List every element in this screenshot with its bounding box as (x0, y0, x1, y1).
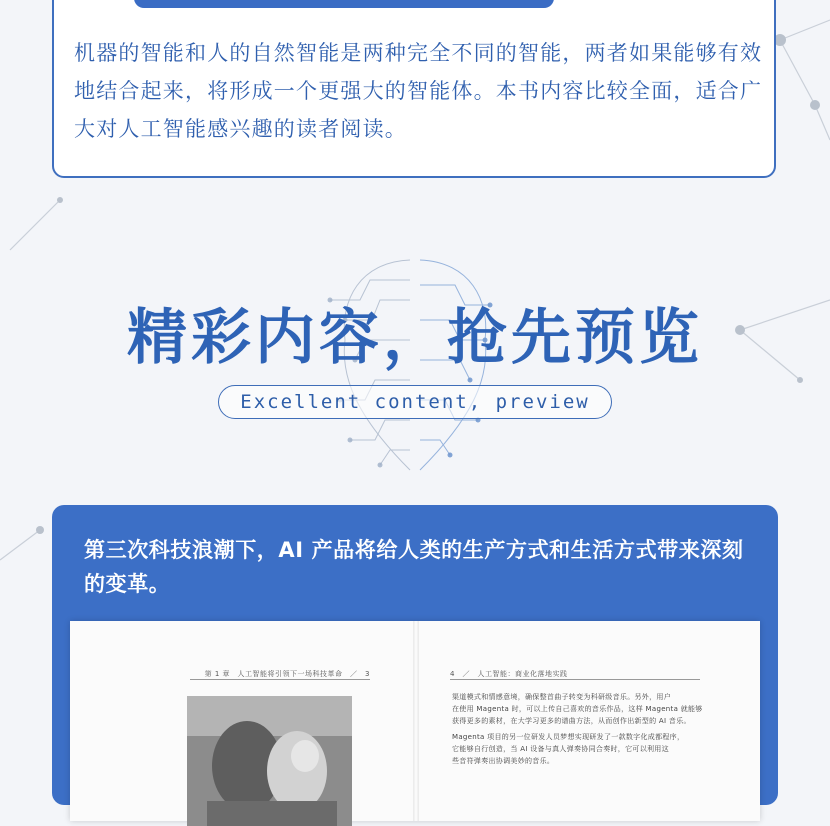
right-page-line: Magenta 项目的另一位研发人员梦想实现研发了一款数字化成都程序， (452, 733, 685, 741)
right-page-line: 在使用 Magenta 时，可以上传自己喜欢的音乐作品，这样 Magenta 就能够 (452, 705, 703, 713)
intro-description: 机器的智能和人的自然智能是两种完全不同的智能，两者如果能够有效地结合起来，将形成一个更强大的智能体。本书内容比较全面，适合广大对人工智能感兴趣的读者阅读。 (74, 41, 763, 141)
book-gutter (413, 621, 419, 821)
book-spread-preview (70, 621, 760, 821)
section-title: 精彩内容，抢先预览 (127, 303, 703, 373)
photo-illustration (187, 696, 352, 826)
feature-card (52, 505, 778, 805)
section-subtitle-pill (218, 385, 612, 419)
left-page-header: 第 1 章 人工智能将引领下一场科技革命 ／ 3 (204, 670, 370, 678)
feature-text: 第三次科技浪潮下，AI 产品将给人类的生产方式和生活方式带来深刻的变革。 (84, 538, 744, 596)
intro-card (52, 0, 776, 178)
book-photo (187, 696, 352, 826)
right-header-rule (450, 679, 700, 680)
right-page-header: 4 ／ 人工智能：商业化落地实践 (450, 670, 568, 678)
section-subtitle: Excellent content, preview (240, 391, 590, 413)
left-header-rule (190, 679, 370, 680)
right-page-line: 它能够自行创造，当 AI 设备与真人弹奏协同合奏时，它可以利用这 (452, 745, 669, 753)
right-page-line: 些音符弹奏出协调美妙的音乐。 (452, 757, 555, 765)
right-page-line: 获得更多的素材，在大学习更多的谱曲方法，从而创作出新型的 AI 音乐。 (452, 717, 691, 725)
right-page-line: 渠道模式和情感意境，确保整首曲子转变为科研级音乐。另外，用户 (452, 693, 671, 701)
intro-tab-header (134, 0, 554, 8)
